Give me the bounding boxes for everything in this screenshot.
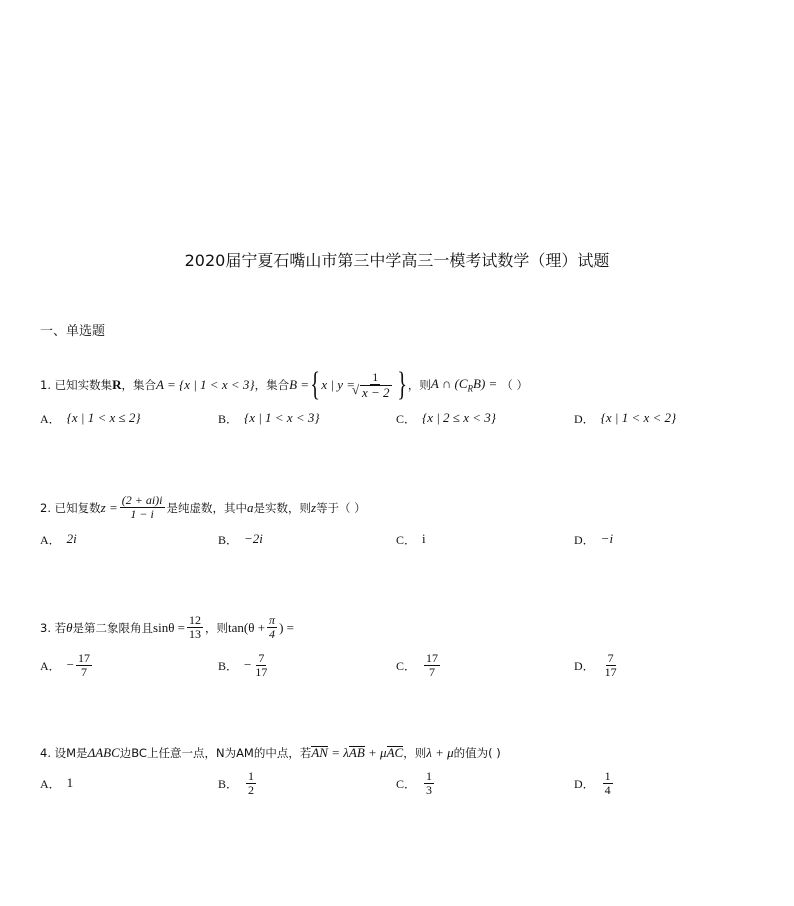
option-label: B．	[218, 411, 239, 426]
expr-part: B) =	[473, 376, 498, 392]
page-title: 2020届宁夏石嘴山市第三中学高三一模考试数学（理）试题	[184, 251, 610, 270]
option-label: C．	[396, 658, 417, 673]
right-brace: }	[396, 366, 407, 403]
vector-ab: AB	[348, 745, 365, 760]
q2-text: 是实数，则	[253, 500, 311, 515]
q3-text: 3. 若	[40, 620, 67, 635]
q1-set-a: A = {x | 1 < x < 3}	[156, 377, 255, 392]
option-a[interactable]	[40, 768, 73, 798]
option-label: C．	[396, 776, 417, 791]
q1-text: ，集合	[254, 378, 290, 392]
option-c[interactable]	[396, 524, 426, 554]
fraction-num: (2 + ai)i	[121, 493, 163, 507]
option-d[interactable]	[574, 403, 676, 433]
option-d[interactable]	[574, 768, 615, 798]
q2-end: 等于（ ）	[316, 500, 366, 515]
option-fraction	[424, 652, 440, 679]
fraction-num: 1	[426, 768, 433, 783]
option-text: {x | 1 < x < 2}	[600, 410, 677, 425]
option-fraction	[603, 770, 613, 797]
option-label: B．	[218, 658, 239, 673]
option-label: A．	[40, 411, 61, 426]
option-fraction	[424, 770, 434, 797]
q3-options	[40, 650, 760, 680]
section-heading: 一、单选题	[40, 324, 106, 339]
q4-text: ，则	[403, 746, 427, 760]
fraction-den: 13	[189, 627, 202, 641]
fraction-num: π	[269, 613, 276, 627]
option-sign: −	[66, 657, 75, 672]
fraction-den: 1 − i	[130, 507, 154, 521]
q2-z-eq: z =	[100, 499, 118, 515]
expr-sub: R	[467, 383, 473, 394]
option-b[interactable]	[218, 403, 320, 433]
option-a[interactable]	[40, 403, 141, 433]
question-3	[40, 614, 294, 641]
q4-end: 的值为( )	[453, 746, 501, 760]
option-c[interactable]	[396, 650, 442, 680]
q1-end: （ ）	[501, 378, 528, 392]
fraction-num: 17	[78, 650, 91, 665]
option-label: D．	[574, 658, 595, 673]
option-text: 2i	[66, 531, 77, 546]
fraction-den: 4	[604, 782, 611, 797]
question-1	[40, 366, 528, 403]
q4-lambda-mu: λ + μ	[426, 745, 454, 760]
q1-set-b-label: B =	[289, 377, 310, 392]
option-label: C．	[396, 532, 417, 547]
q3-sin: sinθ =	[153, 619, 186, 635]
q4-text: 边BC上任意一点，N为AM的中点，若	[119, 746, 312, 760]
option-b[interactable]	[218, 650, 271, 680]
option-label: D．	[574, 411, 595, 426]
option-fraction	[603, 652, 619, 679]
option-label: B．	[218, 532, 239, 547]
q1-text: 1. 已知实数集	[40, 378, 113, 392]
q3-pi-fraction	[267, 614, 277, 641]
q2-var-z: z	[311, 499, 317, 515]
option-text: 1	[66, 775, 74, 790]
q4-text: 4. 设M是	[40, 746, 88, 760]
vector-ac: AC	[386, 745, 404, 760]
option-label: A．	[40, 776, 61, 791]
option-fraction	[76, 652, 92, 679]
option-d[interactable]	[574, 650, 621, 680]
option-text: {x | 1 < x < 3}	[244, 410, 320, 425]
fraction-den: 17	[255, 664, 268, 679]
q1-fraction	[357, 371, 394, 400]
option-b[interactable]	[218, 524, 263, 554]
option-label: A．	[40, 532, 61, 547]
left-brace: {	[310, 366, 321, 403]
fraction-num: 1	[248, 768, 255, 783]
option-label: D．	[574, 776, 595, 791]
q3-theta: θ	[66, 619, 73, 635]
fraction-den: 4	[269, 627, 276, 641]
q1-text: ，则	[407, 378, 431, 392]
q1-options	[40, 403, 760, 433]
fraction-den: 2	[248, 782, 255, 797]
option-label: A．	[40, 658, 61, 673]
q3-text: 是第二象限角且	[72, 620, 154, 635]
option-sign: −	[244, 657, 252, 672]
option-fraction	[253, 652, 269, 679]
q4-triangle: ΔABC	[87, 745, 120, 760]
fraction-num: 17	[426, 650, 439, 665]
q1-real-set: R	[112, 377, 122, 392]
option-d[interactable]	[574, 524, 613, 554]
fraction-num: 1	[604, 768, 611, 783]
q2-text: 2. 已知复数	[40, 500, 101, 515]
question-2	[40, 494, 366, 521]
q3-tan: tan(θ +	[228, 619, 266, 635]
q1-expr	[431, 376, 497, 394]
option-text: {x | 1 < x ≤ 2}	[66, 410, 141, 425]
fraction-den: 17	[604, 664, 617, 679]
question-4	[40, 745, 501, 761]
fraction-den: 3	[426, 782, 433, 797]
option-a[interactable]	[40, 524, 77, 554]
option-fraction	[246, 770, 256, 797]
q3-text: ，则	[205, 620, 229, 635]
option-c[interactable]	[396, 403, 496, 433]
q4-options	[40, 768, 760, 798]
q2-var-a: a	[247, 499, 254, 515]
q3-tan-end: ) =	[279, 619, 294, 635]
vector-eq: = λ	[331, 745, 349, 760]
option-text: −2i	[244, 531, 263, 546]
q1-set-b-cond: x | y =	[321, 377, 356, 392]
q4-vector-eq	[311, 745, 403, 761]
option-text: i	[422, 531, 426, 546]
option-label: D．	[574, 532, 595, 547]
q1-text: ，集合	[121, 378, 157, 392]
option-text: {x | 2 ≤ x < 3}	[422, 410, 496, 425]
q3-fraction	[187, 614, 203, 641]
option-label: C．	[396, 411, 417, 426]
option-a[interactable]	[40, 650, 94, 680]
fraction-num: 1	[372, 369, 379, 384]
option-label: B．	[218, 776, 239, 791]
fraction-num: 7	[258, 650, 265, 665]
fraction-den: 7	[81, 664, 88, 679]
fraction-num: 7	[607, 650, 614, 665]
expr-part: A ∩ (C	[430, 376, 468, 392]
fraction-num: 12	[189, 613, 202, 627]
sqrt-expr: √ x − 2	[360, 385, 392, 399]
vector-plus: + μ	[368, 745, 387, 760]
option-b[interactable]	[218, 768, 258, 798]
fraction-den	[357, 385, 394, 400]
q2-text: 是纯虚数，其中	[166, 500, 247, 515]
option-c[interactable]	[396, 768, 436, 798]
vector-an: AN	[311, 745, 328, 760]
q2-options	[40, 524, 760, 554]
q2-fraction	[120, 494, 165, 521]
option-text: −i	[600, 531, 614, 546]
fraction-den: 7	[429, 664, 436, 679]
